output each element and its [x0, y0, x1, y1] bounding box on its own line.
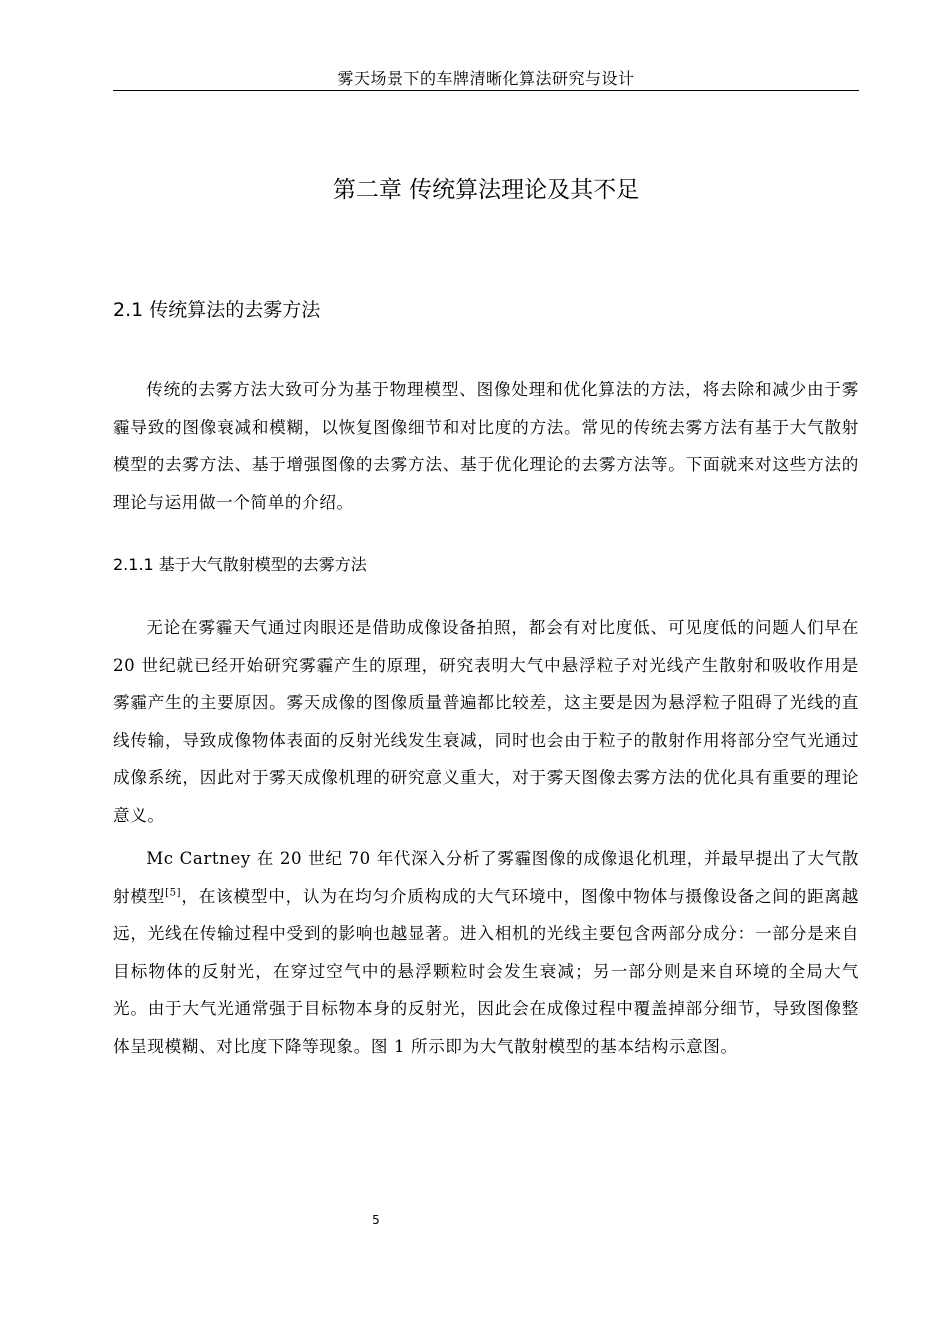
page-number: 5: [372, 1213, 380, 1227]
subsection-heading-2-1-1: 2.1.1 基于大气散射模型的去雾方法: [113, 555, 367, 574]
paragraph-2-text-start: Mc Cartney 在 20 世纪 70 年代深入分析了雾霾图像的成像退化机理，并最早提出了大气散射模型: [113, 849, 859, 906]
paragraph-2-text-end: ，在该模型中，认为在均匀介质构成的大气环境中，图像中物体与摄像设备之间的距离越远，光线在传输过程中受到的影响也越显著。进入相机的光线主要包含两部分成分：一部分是来自目标物体的反射光，在穿过空气中的悬浮颗粒时会发生衰减；另一部分则是来自环境的全局大气光。由于大气光通常强于目标物本身的反射光，因此会在成像过程中覆盖掉部分细节，导致图像整体呈现模糊、对比度下降等现象。图 1 所示即为大气散射模型的基本结构示意图。: [113, 886, 859, 1056]
running-header: 雾天场景下的车牌清晰化算法研究与设计: [113, 68, 859, 91]
section-2-1-1-paragraph-1: 无论在雾霾天气通过肉眼还是借助成像设备拍照，都会有对比度低、可见度低的问题人们早在 20 世纪就已经开始研究雾霾产生的原理，研究表明大气中悬浮粒子对光线产生散射和吸收作用是雾霾产生的主要原因。雾天成像的图像质量普遍都比较差，这主要是因为悬浮粒子阻碍了光线的直线传输，导致成像物体表面的反射光线发生衰减，同时也会由于粒子的散射作用将部分空气光通过成像系统，因此对于雾天成像机理的研究意义重大，对于雾天图像去雾方法的优化具有重要的理论意义。: [113, 618, 859, 825]
chapter-title: 第二章 传统算法理论及其不足: [332, 177, 640, 203]
section-2-1-1-paragraph-2: [113, 840, 859, 1066]
section-heading-2-1: 2.1 传统算法的去雾方法: [113, 299, 321, 321]
section-2-1-paragraph: 传统的去雾方法大致可分为基于物理模型、图像处理和优化算法的方法，将去除和减少由于雾霾导致的图像衰减和模糊，以恢复图像细节和对比度的方法。常见的传统去雾方法有基于大气散射模型的去雾方法、基于增强图像的去雾方法、基于优化理论的去雾方法等。下面就来对这些方法的理论与运用做一个简单的介绍。: [113, 380, 859, 512]
citation-reference[interactable]: [5]: [165, 887, 182, 899]
